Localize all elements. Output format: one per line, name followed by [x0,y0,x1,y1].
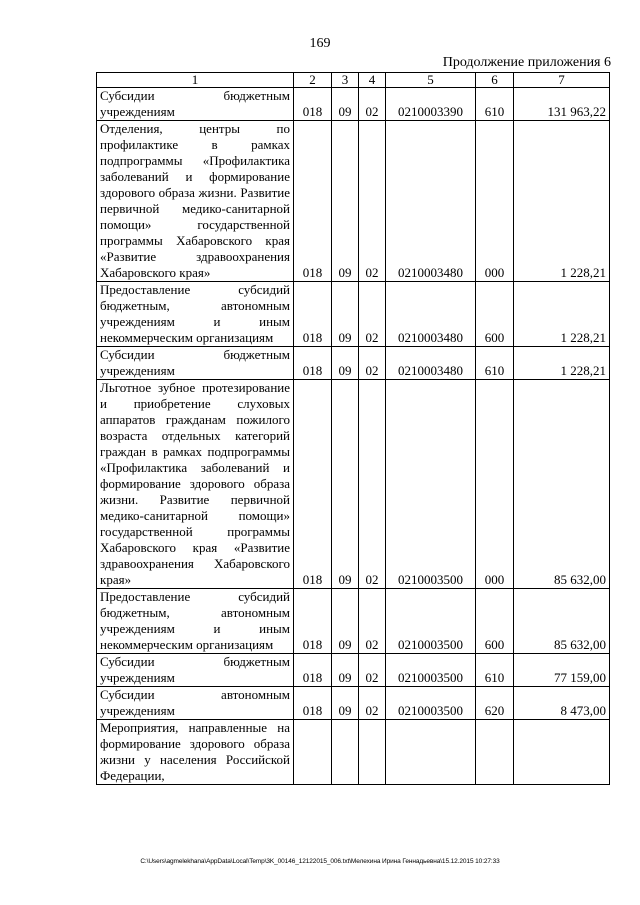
subsection-code: 02 [359,282,386,347]
amount [514,720,610,785]
table-row [97,121,610,282]
expense-type-code: 610 [476,347,514,380]
table-row [97,282,610,347]
target-article-code [386,720,476,785]
table-row [97,654,610,687]
table-row [97,589,610,654]
subsection-code: 02 [359,88,386,121]
ministry-code: 018 [294,282,332,347]
header-cell: 2 [294,73,332,88]
table-row [97,380,610,589]
subsection-code: 02 [359,687,386,720]
file-path-footer: C:\Users\agmelekhana\AppData\Local\Temp\3K_00146_12122015_006.txt\Мелехина Ирина Геннадьевна\15.12.2015 10:27:33 [140,858,500,865]
target-article-code: 0210003480 [386,347,476,380]
subsection-code: 02 [359,121,386,282]
target-article-code: 0210003480 [386,121,476,282]
section-code: 09 [332,347,359,380]
item-name: Субсидии бюджетным учреждениям [97,88,294,121]
item-name: Льготное зубное протезирование и приобретение слуховых аппаратов гражданам пожилого возраста отдельных категорий граждан в рамках подпрограммы «Профилактика заболеваний и формирование здорового образа жизни. Развитие первичной медико-санитарной помощи» государственной программы Хабаровского края «Развитие здравоохранения Хабаровского края» [97,380,294,589]
ministry-code: 018 [294,380,332,589]
section-code: 09 [332,654,359,687]
amount: 8 473,00 [514,687,610,720]
expense-type-code: 600 [476,589,514,654]
section-code: 09 [332,687,359,720]
target-article-code: 0210003500 [386,380,476,589]
section-code: 09 [332,589,359,654]
expense-type-code: 000 [476,380,514,589]
item-name: Предоставление субсидий бюджетным, автономным учреждениям и иным некоммерческим организациям [97,589,294,654]
subsection-code: 02 [359,380,386,589]
amount: 1 228,21 [514,347,610,380]
item-name: Отделения, центры по профилактике в рамках подпрограммы «Профилактика заболеваний и формирование здорового образа жизни. Развитие первичной медико-санитарной помощи» государственной программы Хабаровского края «Развитие здравоохранения Хабаровского края» [97,121,294,282]
amount: 85 632,00 [514,380,610,589]
header-cell: 1 [97,73,294,88]
ministry-code: 018 [294,347,332,380]
item-name: Субсидии бюджетным учреждениям [97,347,294,380]
item-name: Субсидии автономным учреждениям [97,687,294,720]
ministry-code: 018 [294,589,332,654]
table-row [97,347,610,380]
table-row [97,88,610,121]
ministry-code: 018 [294,687,332,720]
item-name: Предоставление субсидий бюджетным, автономным учреждениям и иным некоммерческим организациям [97,282,294,347]
expense-type-code: 610 [476,654,514,687]
ministry-code: 018 [294,88,332,121]
target-article-code: 0210003480 [386,282,476,347]
subsection-code: 02 [359,654,386,687]
table-header-row [97,73,610,88]
target-article-code: 0210003500 [386,687,476,720]
ministry-code: 018 [294,121,332,282]
expense-type-code: 000 [476,121,514,282]
item-name: Субсидии бюджетным учреждениям [97,654,294,687]
target-article-code: 0210003500 [386,589,476,654]
header-cell: 5 [386,73,476,88]
amount: 77 159,00 [514,654,610,687]
header-cell: 4 [359,73,386,88]
target-article-code: 0210003500 [386,654,476,687]
table-row [97,720,610,785]
amount: 1 228,21 [514,282,610,347]
budget-table [96,72,610,785]
page-number: 169 [309,36,331,51]
section-code [332,720,359,785]
item-name: Мероприятия, направленные на формирование здорового образа жизни у населения Российской Федерации, [97,720,294,785]
subsection-code [359,720,386,785]
section-code: 09 [332,121,359,282]
ministry-code [294,720,332,785]
subsection-code: 02 [359,589,386,654]
section-code: 09 [332,88,359,121]
amount: 85 632,00 [514,589,610,654]
section-code: 09 [332,380,359,589]
header-cell: 7 [514,73,610,88]
table-row [97,687,610,720]
header-cell: 6 [476,73,514,88]
expense-type-code: 620 [476,687,514,720]
header-cell: 3 [332,73,359,88]
target-article-code: 0210003390 [386,88,476,121]
expense-type-code [476,720,514,785]
subsection-code: 02 [359,347,386,380]
ministry-code: 018 [294,654,332,687]
amount: 131 963,22 [514,88,610,121]
appendix-continuation-label: Продолжение приложения 6 [442,55,611,70]
expense-type-code: 600 [476,282,514,347]
section-code: 09 [332,282,359,347]
amount: 1 228,21 [514,121,610,282]
expense-type-code: 610 [476,88,514,121]
